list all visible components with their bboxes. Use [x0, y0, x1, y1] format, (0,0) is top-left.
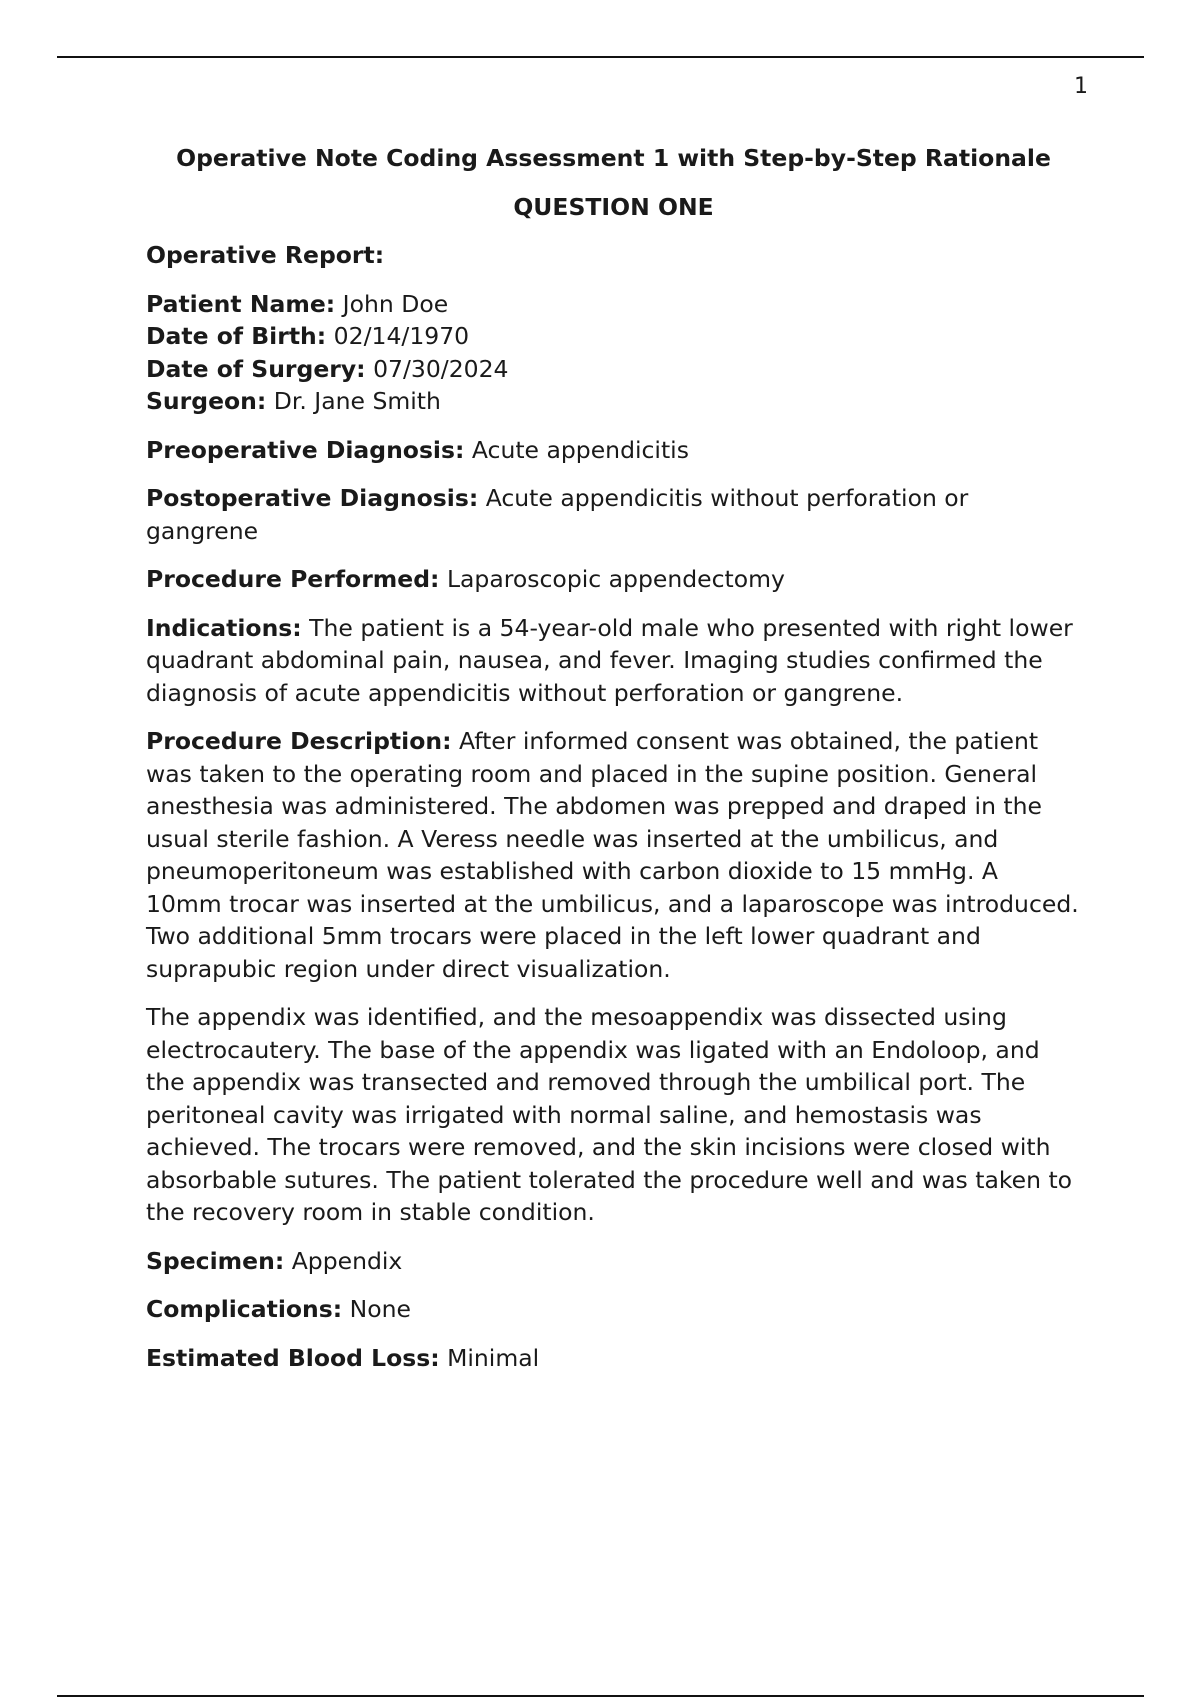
- preop-value: Acute appendicitis: [471, 435, 689, 464]
- question-heading: QUESTION ONE: [513, 192, 714, 221]
- document-body: [146, 142, 1081, 1390]
- specimen-label: Specimen:: [146, 1246, 285, 1275]
- patient-name-line: [146, 288, 1081, 321]
- patient-name-value: John Doe: [342, 289, 449, 318]
- estimated-blood-loss: [146, 1342, 1081, 1375]
- postop-value: Acute appendicitis without perforation or gangrene: [146, 484, 969, 545]
- surgeon-line: [146, 385, 1081, 418]
- report-heading: Operative Report:: [146, 241, 385, 269]
- procedure-description-continued: The appendix was identified, and the mesoappendix was dissected using electrocautery. The base of the appendix was ligated with an Endoloop, and the appendix was transected and removed through the umbilical port. The peritoneal cavity was irrigated with normal saline, and hemostasis was achieved. The trocars were removed, and the skin incisions were closed with absorbable sutures. The patient tolerated the procedure well and was taken to the recovery room in stable condition.: [146, 1003, 1073, 1226]
- procedure-performed: [146, 563, 1081, 596]
- complications-label: Complications:: [146, 1295, 343, 1323]
- patient-info-block: [146, 288, 1081, 418]
- indications-label: Indications:: [146, 613, 302, 642]
- surgery-date-label: Date of Surgery:: [146, 354, 366, 383]
- indications-value: The patient is a 54-year-old male who presented with right lower quadrant abdominal pain, nausea, and fever. Imaging studies confirmed the diagnosis of acute appendicitis without perforation or gangrene.: [146, 613, 1073, 707]
- description-label: Procedure Description:: [146, 727, 452, 755]
- header-rule: [57, 56, 1144, 58]
- surgery-date-value: 07/30/2024: [373, 354, 509, 383]
- preop-label: Preoperative Diagnosis:: [146, 435, 465, 464]
- procedure-label: Procedure Performed:: [146, 565, 440, 593]
- document-title: Operative Note Coding Assessment 1 with Step-by-Step Rationale: [176, 144, 1051, 172]
- surgery-date-line: [146, 353, 1081, 386]
- specimen-value: Appendix: [291, 1246, 403, 1275]
- blood-loss-value: Minimal: [447, 1343, 540, 1372]
- dob-line: [146, 320, 1081, 353]
- patient-name-label: Patient Name:: [146, 289, 336, 318]
- preop-diagnosis: [146, 434, 1081, 467]
- page-number: 1: [1074, 74, 1088, 99]
- footer-rule: [57, 1695, 1144, 1697]
- dob-label: Date of Birth:: [146, 322, 327, 350]
- blood-loss-label: Estimated Blood Loss:: [146, 1343, 440, 1372]
- postop-diagnosis: [146, 482, 1081, 547]
- description-value: After informed consent was obtained, the patient was taken to the operating room and placed in the supine position. General anesthesia was administered. The abdomen was prepped and draped in the usual sterile fashion. A Veress needle was inserted at the umbilicus, and pneumoperitoneum was established with carbon dioxide to 15 mmHg. A 10mm trocar was inserted at the umbilicus, and a laparoscope was introduced. Two additional 5mm trocars were placed in the left lower quadrant and suprapubic region under direct visualization.: [146, 727, 1079, 983]
- postop-label: Postoperative Diagnosis:: [146, 484, 479, 512]
- specimen: [146, 1245, 1081, 1278]
- procedure-description: [146, 725, 1081, 985]
- complications-value: None: [349, 1295, 411, 1323]
- surgeon-value: Dr. Jane Smith: [273, 387, 441, 415]
- surgeon-label: Surgeon:: [146, 387, 267, 415]
- dob-value: 02/14/1970: [333, 322, 470, 350]
- complications: [146, 1293, 1081, 1326]
- procedure-value: Laparoscopic appendectomy: [446, 565, 785, 593]
- indications: [146, 612, 1081, 710]
